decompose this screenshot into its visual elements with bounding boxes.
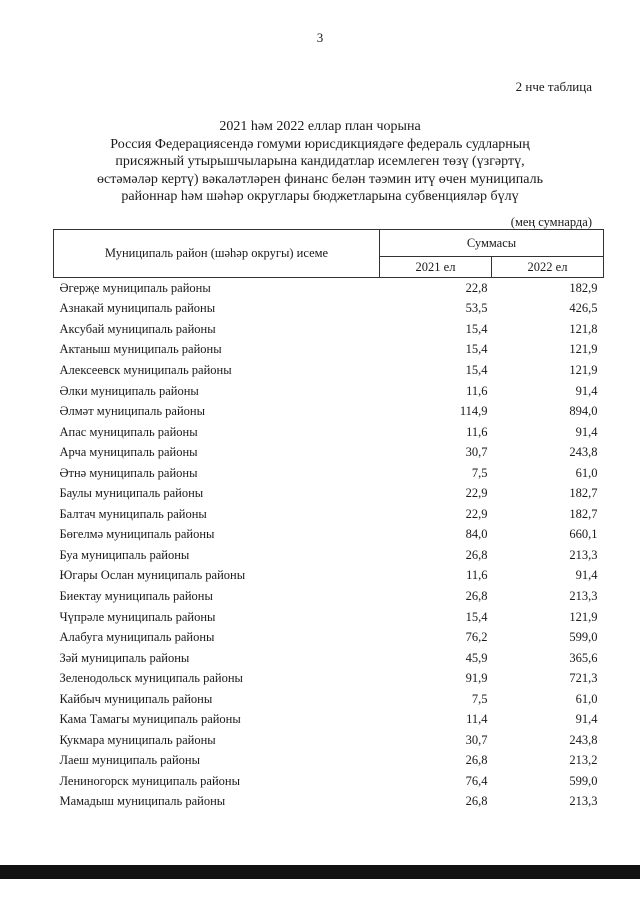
value-2021-cell: 22,9 xyxy=(465,486,488,501)
value-2022-cell: 121,9 xyxy=(569,609,598,624)
district-name-cell: Зеленодольск муниципаль районы xyxy=(59,671,243,686)
table-row xyxy=(54,278,604,299)
table-row xyxy=(54,751,604,772)
value-2021-cell: 53,5 xyxy=(465,301,488,316)
value-2022-cell: 91,4 xyxy=(575,424,598,439)
table-row xyxy=(54,792,604,813)
district-name-cell: Кукмара муниципаль районы xyxy=(59,732,216,747)
value-2021-cell: 11,4 xyxy=(466,712,488,727)
value-2021-cell: 7,5 xyxy=(471,465,488,480)
table-row xyxy=(54,648,604,669)
value-2021-cell: 11,6 xyxy=(466,568,488,583)
value-2021-cell: 76,4 xyxy=(465,773,488,788)
value-2022-cell: 91,4 xyxy=(575,712,598,727)
table-label: 2 нче таблица xyxy=(515,79,592,94)
header-name-column: Муниципаль район (шәһәр округы) исеме xyxy=(54,230,380,278)
scan-edge-bar xyxy=(0,865,640,879)
value-2022-cell: 599,0 xyxy=(569,630,598,645)
value-2022-cell: 721,3 xyxy=(569,671,598,686)
table-row xyxy=(54,360,604,381)
table-row xyxy=(54,442,604,463)
value-2022-cell: 61,0 xyxy=(575,691,598,706)
district-name-cell: Биектау муниципаль районы xyxy=(59,588,213,603)
district-name-cell: Кама Тамагы муниципаль районы xyxy=(59,712,241,727)
value-2021-cell: 22,9 xyxy=(465,506,488,521)
table-row xyxy=(54,483,604,504)
district-name-cell: Алабуга муниципаль районы xyxy=(59,630,215,645)
value-2022-cell: 121,9 xyxy=(569,342,598,357)
table-row xyxy=(54,340,604,361)
value-2021-cell: 26,8 xyxy=(465,794,488,809)
header-sum-column: Суммасы xyxy=(380,230,604,257)
value-2022-cell: 91,4 xyxy=(575,383,598,398)
header-year-2022: 2022 ел xyxy=(492,257,604,278)
table-row xyxy=(54,709,604,730)
value-2021-cell: 22,8 xyxy=(465,280,488,295)
district-name-cell: Аксубай муниципаль районы xyxy=(59,321,216,336)
title-line: присяжный утырышчыларына кандидатлар исемлеген төзү (үзгәртү, xyxy=(115,154,525,169)
value-2022-cell: 182,7 xyxy=(569,486,598,501)
title-line: өстәмәләр кертү) вәкаләтләрен финанс белән тәэмин итү өчен муниципаль xyxy=(97,171,543,187)
value-2022-cell: 660,1 xyxy=(569,527,598,542)
district-name-cell: Буа муниципаль районы xyxy=(59,547,190,562)
title-line: Россия Федерациясендә гомуми юрисдикциядәге федераль судларның xyxy=(110,136,530,152)
table-row xyxy=(54,668,604,689)
value-2021-cell: 15,4 xyxy=(465,609,488,624)
value-2021-cell: 7,5 xyxy=(471,691,488,706)
value-2021-cell: 114,9 xyxy=(459,404,488,419)
district-name-cell: Әтнә муниципаль районы xyxy=(59,465,198,480)
district-name-cell: Актаныш муниципаль районы xyxy=(59,342,222,357)
value-2021-cell: 15,4 xyxy=(465,321,488,336)
table-row xyxy=(54,689,604,710)
table-row xyxy=(54,566,604,587)
table-body xyxy=(54,278,604,813)
value-2021-cell: 26,8 xyxy=(465,753,488,768)
table-row xyxy=(54,504,604,525)
value-2022-cell: 182,7 xyxy=(569,506,598,521)
district-name-cell: Зәй муниципаль районы xyxy=(59,650,190,665)
district-name-cell: Балтач муниципаль районы xyxy=(59,506,207,521)
title-line: 2021 һәм 2022 еллар план чорына xyxy=(219,119,421,134)
units-note: (мең сумнарда) xyxy=(510,215,592,229)
table-row xyxy=(54,525,604,546)
value-2021-cell: 45,9 xyxy=(465,650,488,665)
district-name-cell: Алексеевск муниципаль районы xyxy=(59,362,232,377)
district-name-cell: Апас муниципаль районы xyxy=(59,424,198,439)
value-2021-cell: 76,2 xyxy=(465,630,488,645)
table-row xyxy=(54,422,604,443)
value-2022-cell: 91,4 xyxy=(575,568,598,583)
value-2021-cell: 84,0 xyxy=(465,527,488,542)
district-name-cell: Әлмәт муниципаль районы xyxy=(59,404,205,419)
table-row xyxy=(54,381,604,402)
value-2021-cell: 30,7 xyxy=(465,732,488,747)
value-2021-cell: 11,6 xyxy=(466,424,488,439)
value-2021-cell: 26,8 xyxy=(465,547,488,562)
header-year-2021: 2021 ел xyxy=(380,257,492,278)
document-title xyxy=(60,118,580,206)
value-2022-cell: 599,0 xyxy=(569,773,598,788)
page-number: 3 xyxy=(316,30,324,45)
value-2022-cell: 213,2 xyxy=(569,753,598,768)
district-name-cell: Югары Ослан муниципаль районы xyxy=(59,568,246,583)
value-2022-cell: 426,5 xyxy=(569,301,598,316)
district-name-cell: Баулы муниципаль районы xyxy=(59,486,204,501)
table-row xyxy=(54,730,604,751)
value-2022-cell: 243,8 xyxy=(569,445,598,460)
district-name-cell: Лаеш муниципаль районы xyxy=(59,753,200,768)
value-2022-cell: 894,0 xyxy=(569,404,598,419)
table-row xyxy=(54,545,604,566)
value-2021-cell: 26,8 xyxy=(465,588,488,603)
table-row xyxy=(54,771,604,792)
value-2021-cell: 15,4 xyxy=(465,362,488,377)
value-2022-cell: 121,8 xyxy=(569,321,598,336)
value-2022-cell: 243,8 xyxy=(569,732,598,747)
table-row xyxy=(54,627,604,648)
district-name-cell: Арча муниципаль районы xyxy=(59,445,198,460)
district-name-cell: Әлки муниципаль районы xyxy=(59,383,199,398)
value-2022-cell: 213,3 xyxy=(569,588,598,603)
value-2021-cell: 30,7 xyxy=(465,445,488,460)
table-row xyxy=(54,463,604,484)
title-line: районнар һәм шәһәр округлары бюджетларына субвенцияләр бүлү xyxy=(121,189,519,204)
district-name-cell: Лениногорск муниципаль районы xyxy=(59,773,240,788)
table-row xyxy=(54,319,604,340)
district-name-cell: Кайбыч муниципаль районы xyxy=(59,691,213,706)
value-2021-cell: 15,4 xyxy=(465,342,488,357)
district-name-cell: Бөгелмә муниципаль районы xyxy=(59,527,215,542)
table-row xyxy=(54,607,604,628)
value-2021-cell: 91,9 xyxy=(465,671,488,686)
district-name-cell: Азнакай муниципаль районы xyxy=(59,301,216,316)
value-2022-cell: 365,6 xyxy=(569,650,598,665)
value-2022-cell: 182,9 xyxy=(569,280,598,295)
subvention-table xyxy=(53,229,604,812)
district-name-cell: Чүпрәле муниципаль районы xyxy=(59,609,216,624)
value-2022-cell: 121,9 xyxy=(569,362,598,377)
table-row xyxy=(54,586,604,607)
value-2022-cell: 213,3 xyxy=(569,547,598,562)
value-2022-cell: 213,3 xyxy=(569,794,598,809)
value-2022-cell: 61,0 xyxy=(575,465,598,480)
value-2021-cell: 11,6 xyxy=(466,383,488,398)
table-row xyxy=(54,401,604,422)
table-row xyxy=(54,299,604,320)
district-name-cell: Мамадыш муниципаль районы xyxy=(59,794,226,809)
district-name-cell: Әгерҗе муниципаль районы xyxy=(59,280,211,295)
